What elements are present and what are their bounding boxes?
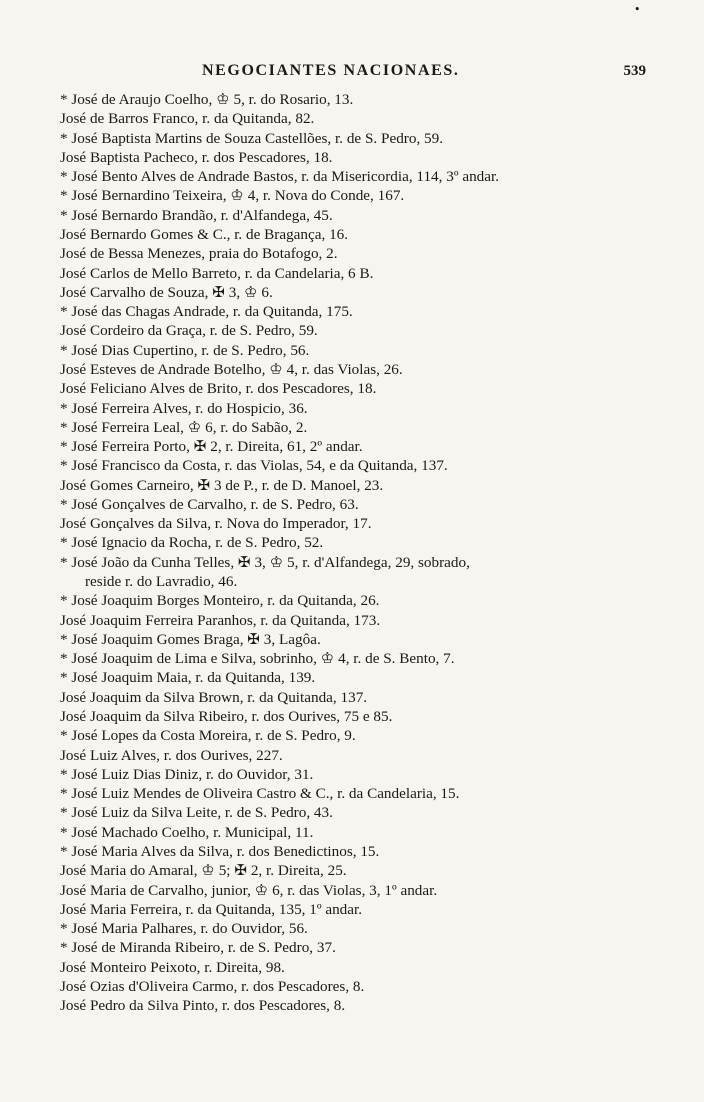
- entry-text: José Gomes Carneiro, ✠ 3 de P., r. de D. Manoel, 23.: [60, 476, 384, 494]
- entry-text: * José Lopes da Costa Moreira, r. de S. Pedro, 9.: [60, 727, 356, 745]
- entry-text: José Feliciano Alves de Brito, r. dos Pescadores, 18.: [60, 380, 377, 398]
- list-item: [60, 553, 650, 592]
- list-item: [60, 302, 650, 321]
- list-item: [60, 842, 650, 861]
- entry-text: José Luiz Alves, r. dos Ourives, 227.: [60, 746, 283, 764]
- list-item: [60, 379, 650, 398]
- entry-text: * José Joaquim Borges Monteiro, r. da Quitanda, 26.: [60, 592, 380, 610]
- list-item: [60, 437, 650, 456]
- list-item: [60, 668, 650, 687]
- list-item: [60, 649, 650, 668]
- entry-text: * José Dias Cupertino, r. de S. Pedro, 56.: [60, 341, 310, 359]
- entry-text: * José Bernardo Brandão, r. d'Alfandega, 45.: [60, 206, 333, 224]
- list-item: [60, 90, 650, 109]
- entry-text: * José João da Cunha Telles, ✠ 3, ♔ 5, r. d'Alfandega, 29, sobrado,: [60, 553, 470, 571]
- list-item: [60, 225, 650, 244]
- entry-text: * José de Miranda Ribeiro, r. de S. Pedro, 37.: [60, 939, 336, 957]
- list-item: [60, 688, 650, 707]
- entry-text: * José Ferreira Porto, ✠ 2, r. Direita, 61, 2º andar.: [60, 438, 363, 456]
- list-item: [60, 360, 650, 379]
- entry-text: * José Luiz Dias Diniz, r. do Ouvidor, 31.: [60, 765, 314, 783]
- list-item: [60, 495, 650, 514]
- list-item: [60, 707, 650, 726]
- list-item: [60, 418, 650, 437]
- entry-text: * José Ignacio da Rocha, r. de S. Pedro, 52.: [60, 534, 324, 552]
- list-item: [60, 900, 650, 919]
- entry-text: José Cordeiro da Graça, r. de S. Pedro, 59.: [60, 322, 318, 340]
- entry-text: José Joaquim da Silva Brown, r. da Quitanda, 137.: [60, 688, 368, 706]
- entry-text: José Carvalho de Souza, ✠ 3, ♔ 6.: [60, 283, 273, 301]
- entry-text: * José Luiz Mendes de Oliveira Castro & C., r. da Candelaria, 15.: [60, 785, 460, 803]
- entry-text: José de Barros Franco, r. da Quitanda, 82.: [60, 110, 315, 128]
- entry-text: * José Gonçalves de Carvalho, r. de S. Pedro, 63.: [60, 495, 359, 513]
- entry-text: * José Machado Coelho, r. Municipal, 11.: [60, 823, 314, 841]
- entry-text: José Maria Ferreira, r. da Quitanda, 135, 1º andar.: [60, 900, 363, 918]
- list-item: [60, 533, 650, 552]
- entry-text: José Joaquim Ferreira Paranhos, r. da Quitanda, 173.: [60, 611, 381, 629]
- entry-text: José Carlos de Mello Barreto, r. da Candelaria, 6 B.: [60, 264, 374, 282]
- list-item: [60, 726, 650, 745]
- entry-text: José Maria de Carvalho, junior, ♔ 6, r. das Violas, 3, 1º andar.: [60, 881, 438, 899]
- running-head: [60, 62, 650, 84]
- list-item: [60, 476, 650, 495]
- list-item: [60, 167, 650, 186]
- list-item: [60, 109, 650, 128]
- entry-text: José Monteiro Peixoto, r. Direita, 98.: [60, 958, 285, 976]
- list-item: [60, 996, 650, 1015]
- list-item: [60, 958, 650, 977]
- list-item: [60, 784, 650, 803]
- entry-text: * José Francisco da Costa, r. das Violas, 54, e da Quitanda, 137.: [60, 457, 448, 475]
- list-item: [60, 591, 650, 610]
- list-item: [60, 514, 650, 533]
- entry-text: * José Baptista Martins de Souza Castellões, r. de S. Pedro, 59.: [60, 129, 444, 147]
- list-item: [60, 823, 650, 842]
- list-item: [60, 148, 650, 167]
- entry-text: * José Maria Alves da Silva, r. dos Benedictinos, 15.: [60, 842, 380, 860]
- list-item: [60, 919, 650, 938]
- list-item: [60, 803, 650, 822]
- list-item: [60, 244, 650, 263]
- entry-text: * José Ferreira Leal, ♔ 6, r. do Sabão, 2.: [60, 418, 308, 436]
- list-item: [60, 341, 650, 360]
- entry-text: José Joaquim da Silva Ribeiro, r. dos Ourives, 75 e 85.: [60, 708, 393, 725]
- entry-text: * José Bento Alves de Andrade Bastos, r. da Misericordia, 114, 3º andar.: [60, 168, 500, 186]
- list-item: [60, 746, 650, 765]
- entry-text: * José das Chagas Andrade, r. da Quitanda, 175.: [60, 303, 353, 321]
- list-item: [60, 129, 650, 148]
- list-item: [60, 861, 650, 880]
- merchant-list: [60, 90, 650, 1016]
- list-item: [60, 765, 650, 784]
- entry-text: José Ozias d'Oliveira Carmo, r. dos Pescadores, 8.: [60, 977, 365, 995]
- entry-text: * José Joaquim Maia, r. da Quitanda, 139.: [60, 669, 316, 687]
- list-item: [60, 321, 650, 340]
- list-item: [60, 630, 650, 649]
- entry-text: * José de Araujo Coelho, ♔ 5, r. do Rosario, 13.: [60, 91, 354, 108]
- entry-text: * José Maria Palhares, r. do Ouvidor, 56.: [60, 920, 308, 938]
- list-item: [60, 456, 650, 475]
- corner-mark: •: [634, 3, 641, 16]
- entry-text: José Gonçalves da Silva, r. Nova do Imperador, 17.: [60, 515, 372, 533]
- entry-text: * José Joaquim Gomes Braga, ✠ 3, Lagôa.: [60, 630, 321, 648]
- list-item: [60, 399, 650, 418]
- entry-text: * José Bernardino Teixeira, ♔ 4, r. Nova do Conde, 167.: [60, 187, 405, 205]
- list-item: [60, 206, 650, 225]
- list-item: [60, 977, 650, 996]
- list-item: [60, 611, 650, 630]
- list-item: [60, 938, 650, 957]
- entry-text: José Bernardo Gomes & C., r. de Bragança, 16.: [60, 225, 349, 243]
- page-number: 539: [623, 63, 646, 79]
- list-item: [60, 283, 650, 302]
- entry-text: José Maria do Amaral, ♔ 5; ✠ 2, r. Direita, 25.: [60, 862, 347, 880]
- page-title: NEGOCIANTES NACIONAES.: [202, 62, 460, 79]
- entry-text: José Pedro da Silva Pinto, r. dos Pescadores, 8.: [60, 997, 346, 1015]
- entry-text: * José Ferreira Alves, r. do Hospicio, 36.: [60, 399, 308, 417]
- entry-text: José Baptista Pacheco, r. dos Pescadores, 18.: [60, 148, 333, 166]
- entry-text: José de Bessa Menezes, praia do Botafogo, 2.: [60, 245, 338, 263]
- entry-continuation: reside r. do Lavradio, 46.: [85, 573, 238, 591]
- entry-text: * José Joaquim de Lima e Silva, sobrinho, ♔ 4, r. de S. Bento, 7.: [60, 650, 455, 668]
- entry-text: * José Luiz da Silva Leite, r. de S. Pedro, 43.: [60, 804, 333, 822]
- entry-text: José Esteves de Andrade Botelho, ♔ 4, r. das Violas, 26.: [60, 360, 403, 378]
- list-item: [60, 186, 650, 205]
- list-item: [60, 881, 650, 900]
- list-item: [60, 264, 650, 283]
